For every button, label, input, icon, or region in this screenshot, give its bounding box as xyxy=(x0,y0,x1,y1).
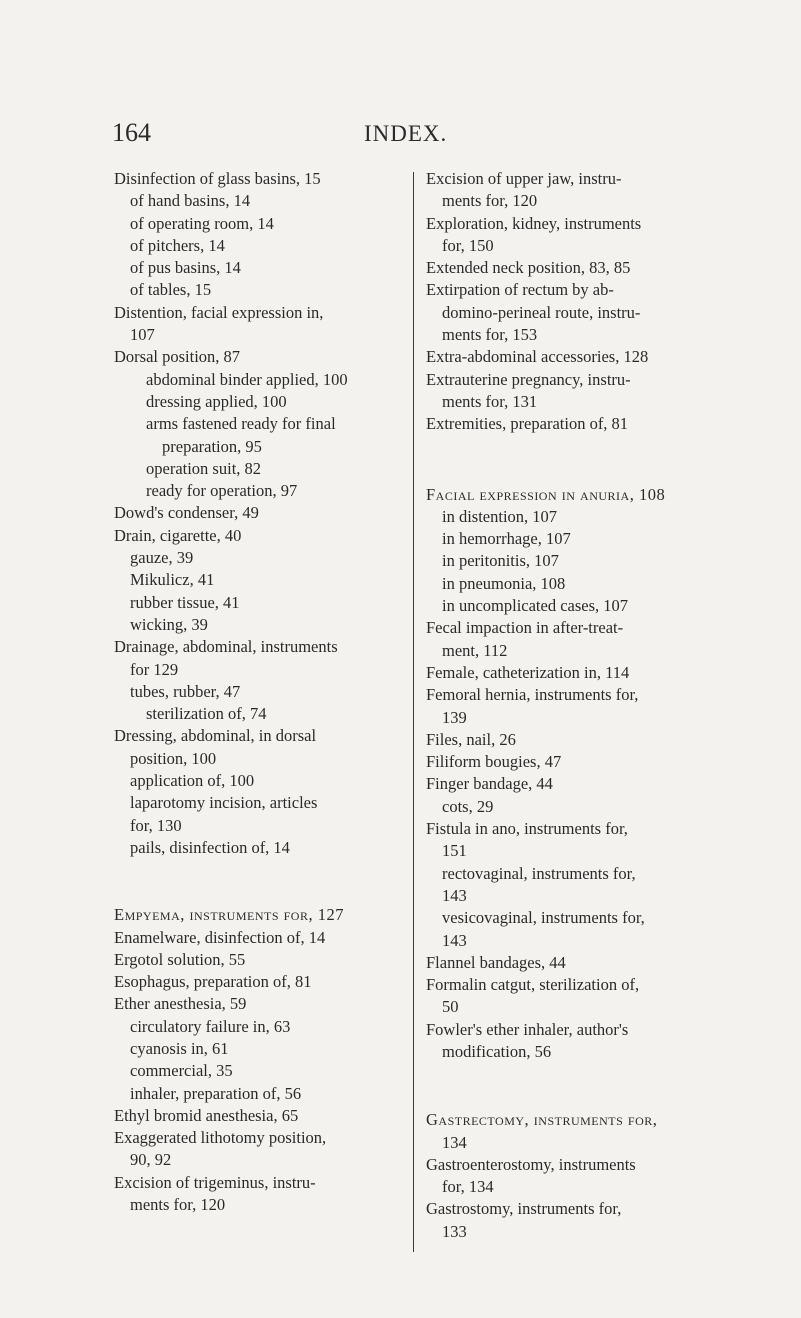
index-subentry: tubes, rubber, 47 xyxy=(130,681,241,701)
index-entry-continuation: ments for, 153 xyxy=(442,325,538,345)
section-gap xyxy=(114,859,404,904)
index-entry: Extended neck position, 83, 85 xyxy=(426,258,631,278)
index-entry: Gastrostomy, instruments for, xyxy=(426,1199,622,1219)
index-entry-continuation: 151 xyxy=(442,841,467,861)
index-entry: Gastroenterostomy, instruments xyxy=(426,1154,636,1174)
index-entry: Exaggerated lithotomy position, xyxy=(114,1128,327,1148)
section-gap xyxy=(426,436,716,484)
index-entry: Femoral hernia, instruments for, xyxy=(426,685,639,705)
index-subentry: rectovaginal, instruments for, xyxy=(442,863,636,883)
page-number: 164 xyxy=(112,118,151,147)
index-entry: Exploration, kidney, instruments xyxy=(426,213,642,233)
index-entry-continuation: for, 134 xyxy=(442,1177,494,1197)
index-entry-continuation: 90, 92 xyxy=(130,1150,172,1170)
index-entry: Formalin catgut, sterilization of, xyxy=(426,975,640,995)
index-subentry: in peritonitis, 107 xyxy=(442,551,559,571)
index-entry: Gastrectomy, instruments for, xyxy=(426,1110,658,1130)
index-subentry: in uncomplicated cases, 107 xyxy=(442,596,629,616)
index-entry: Ether anesthesia, 59 xyxy=(114,994,247,1014)
index-entry: Files, nail, 26 xyxy=(426,729,516,749)
index-subentry: of hand basins, 14 xyxy=(130,191,251,211)
index-entry: Dorsal position, 87 xyxy=(114,347,241,367)
index-entry-continuation: preparation, 95 xyxy=(162,436,262,456)
index-column-left xyxy=(114,168,404,1216)
index-subentry: Mikulicz, 41 xyxy=(130,570,215,590)
index-entry: Drain, cigarette, 40 xyxy=(114,525,242,545)
index-entry: Excision of trigeminus, instru- xyxy=(114,1172,316,1192)
index-subentry: cyanosis in, 61 xyxy=(130,1038,229,1058)
index-entry: Ethyl bromid anesthesia, 65 xyxy=(114,1105,299,1125)
index-entry: Female, catheterization in, 114 xyxy=(426,662,630,682)
index-subentry: ready for operation, 97 xyxy=(146,481,298,501)
section-gap xyxy=(426,1063,716,1109)
index-subentry: gauze, 39 xyxy=(130,548,194,568)
index-entry: Disinfection of glass basins, 15 xyxy=(114,169,321,188)
index-subentry: rubber tissue, 41 xyxy=(130,592,240,612)
index-entry-continuation: 107 xyxy=(130,325,155,345)
index-subentry: laparotomy incision, articles xyxy=(130,793,318,813)
index-entry: Filiform bougies, 47 xyxy=(426,752,562,772)
index-subentry: wicking, 39 xyxy=(130,614,208,634)
index-subentry: cots, 29 xyxy=(442,796,494,816)
index-subentry: of tables, 15 xyxy=(130,280,212,300)
index-entry-continuation: 134 xyxy=(442,1132,467,1152)
index-entry-continuation: ments for, 120 xyxy=(442,191,538,211)
index-entry-continuation: ment, 112 xyxy=(442,640,508,660)
index-entry-continuation: modification, 56 xyxy=(442,1041,552,1061)
index-subentry: sterilization of, 74 xyxy=(146,704,267,724)
index-subentry: arms fastened ready for final xyxy=(146,414,336,434)
index-entry: Excision of upper jaw, instru- xyxy=(426,169,622,188)
index-subentry: of pitchers, 14 xyxy=(130,235,225,255)
index-entry-continuation: for 129 xyxy=(130,659,179,679)
index-entry: Esophagus, preparation of, 81 xyxy=(114,972,312,992)
index-entry: Fecal impaction in after-treat- xyxy=(426,618,624,638)
index-entry: Flannel bandages, 44 xyxy=(426,952,566,972)
index-entry-continuation: 139 xyxy=(442,707,467,727)
index-entry-continuation: 50 xyxy=(442,997,459,1017)
index-subentry: commercial, 35 xyxy=(130,1061,233,1081)
index-entry: Extirpation of rectum by ab- xyxy=(426,280,614,300)
index-entry: Empyema, instruments for, 127 xyxy=(114,905,344,925)
index-entry: Fistula in ano, instruments for, xyxy=(426,819,628,839)
index-entry: Fowler's ether inhaler, author's xyxy=(426,1019,629,1039)
index-subentry: of pus basins, 14 xyxy=(130,258,241,278)
index-entry: Extremities, preparation of, 81 xyxy=(426,414,629,434)
index-subentry: in pneumonia, 108 xyxy=(442,573,566,593)
index-subentry: in distention, 107 xyxy=(442,506,558,526)
index-entry-continuation: 143 xyxy=(442,885,467,905)
index-subentry: vesicovaginal, instruments for, xyxy=(442,908,645,928)
index-subentry: pails, disinfection of, 14 xyxy=(130,837,290,857)
index-subentry: in hemorrhage, 107 xyxy=(442,529,571,549)
index-subentry: abdominal binder applied, 100 xyxy=(146,369,348,389)
page-header xyxy=(0,118,801,158)
index-entry-continuation: domino-perineal route, instru- xyxy=(442,302,641,322)
index-entry-continuation: ments for, 131 xyxy=(442,391,538,411)
index-subentry: inhaler, preparation of, 56 xyxy=(130,1083,302,1103)
index-entry: Dowd's condenser, 49 xyxy=(114,503,259,523)
index-entry-continuation: ments for, 120 xyxy=(130,1195,226,1215)
column-divider xyxy=(413,172,414,1252)
index-entry-continuation: 143 xyxy=(442,930,467,950)
index-entry: Extrauterine pregnancy, instru- xyxy=(426,369,631,389)
index-subentry: dressing applied, 100 xyxy=(146,391,287,411)
page-title: INDEX. xyxy=(364,121,448,146)
index-column-right xyxy=(426,168,716,1243)
index-entry-continuation: for, 150 xyxy=(442,235,494,255)
index-entry: Dressing, abdominal, in dorsal xyxy=(114,726,317,746)
index-entry: Distention, facial expression in, xyxy=(114,302,324,322)
index-entry: Facial expression in anuria, 108 xyxy=(426,484,666,504)
index-entry-continuation: for, 130 xyxy=(130,815,182,835)
index-subentry: operation suit, 82 xyxy=(146,458,262,478)
index-entry: Finger bandage, 44 xyxy=(426,774,553,794)
index-subentry: of operating room, 14 xyxy=(130,213,274,233)
index-entry: Drainage, abdominal, instruments xyxy=(114,637,338,657)
index-entry: Enamelware, disinfection of, 14 xyxy=(114,927,326,947)
index-subentry: circulatory failure in, 63 xyxy=(130,1016,291,1036)
index-subentry: application of, 100 xyxy=(130,771,255,791)
index-entry-continuation: 133 xyxy=(442,1221,467,1241)
index-entry: Ergotol solution, 55 xyxy=(114,949,246,969)
index-entry: Extra-abdominal accessories, 128 xyxy=(426,347,649,367)
index-entry-continuation: position, 100 xyxy=(130,748,217,768)
